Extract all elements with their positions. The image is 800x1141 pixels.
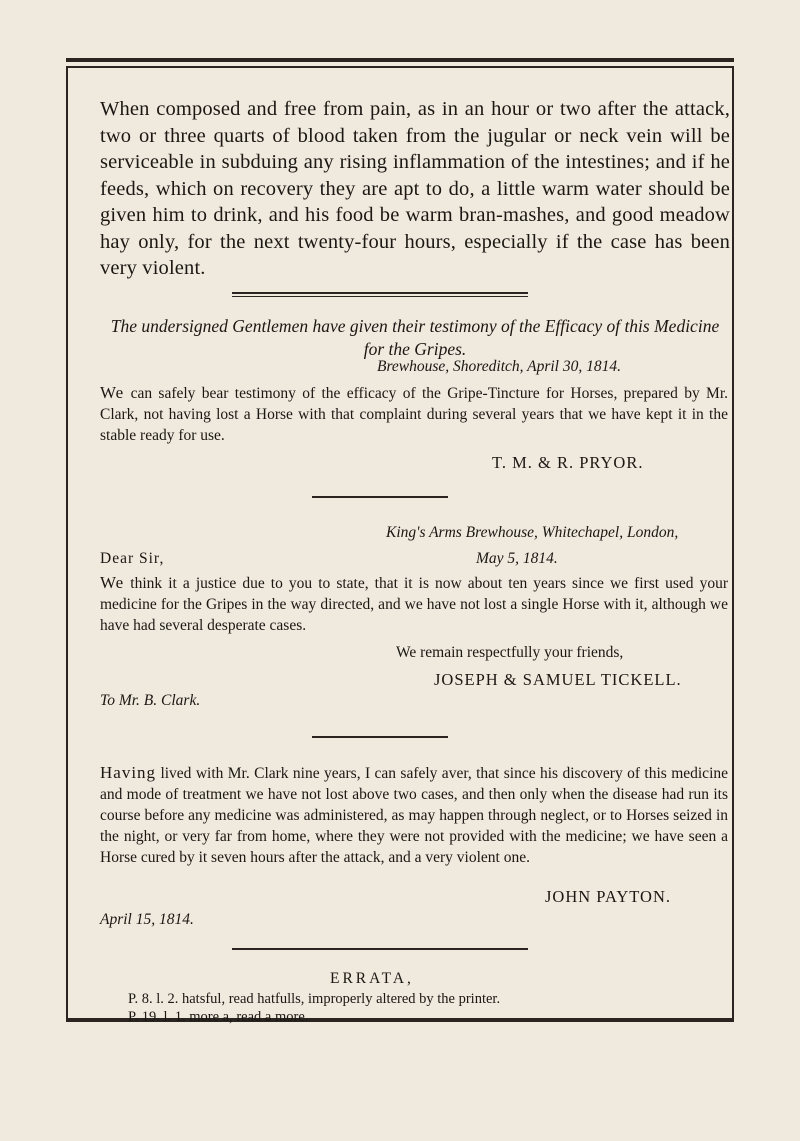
divider-3: [232, 948, 528, 950]
letter2-body: [100, 572, 728, 636]
section-divider: [232, 292, 528, 294]
letter2-date: May 5, 1814.: [476, 550, 558, 567]
letter2-place: King's Arms Brewhouse, Whitechapel, London,: [386, 524, 679, 541]
errata-list: [128, 990, 728, 1026]
testimony-heading: The undersigned Gentlemen have given their testimony of the Efficacy of this Medicine for the Gripes.: [110, 316, 720, 359]
section-divider-thin: [232, 296, 528, 297]
letter3-text: lived with Mr. Clark nine years, I can safely aver, that since his discovery of this medicine and mode of treatment we have not lost above two cases, and then only when the disease had run its course before any medicine was administered, as may happen through neglect, or to Horses seized in the night, or very far from home, where they were not provided with the medicine; we have seen a Horse cured by it seven hours after the attack, and a very violent one.: [100, 765, 728, 866]
letter1-lead-word: We: [100, 383, 125, 402]
letter2-text: think it a justice due to you to state, that it is now about ten years since we first used your medicine for the Gripes in the way directed, and we have not lost a single Horse with it, although we have had several desperate cases.: [100, 575, 728, 634]
errata-line: P. 8. l. 2. hatsful, read hatfulls, improperly altered by the printer.: [128, 991, 501, 1007]
divider-1: [312, 496, 448, 498]
divider-2: [312, 736, 448, 738]
letter1-text: can safely bear testimony of the efficacy of the Gripe-Tincture for Horses, prepared by Mr. Clark, not having lost a Horse with that complaint during several years that we have kept it in the stable ready for use.: [100, 385, 728, 444]
letter3-date: April 15, 1814.: [100, 911, 194, 928]
errata-line: P. 19. l. 1. more a, read a more.: [128, 1009, 309, 1025]
letter3-lead-word: Having: [100, 763, 157, 782]
lead-paragraph: [100, 96, 730, 282]
errata-title: ERRATA,: [330, 970, 414, 987]
letter3-body: [100, 762, 728, 868]
letter2-signature: JOSEPH & SAMUEL TICKELL.: [434, 670, 682, 689]
letter1-signature: T. M. & R. PRYOR.: [492, 453, 644, 472]
letter1-place-date: Brewhouse, Shoreditch, April 30, 1814.: [377, 358, 621, 375]
lead-paragraph-text: When composed and free from pain, as in an hour or two after the attack, two or three quarts of blood taken from the jugular or neck vein will be serviceable in subduing any rising inflammation of the intestines; and if he feeds, which on recovery they are apt to do, a little warm water should be given him to drink, and his food be warm bran-mashes, and good meadow hay only, for the next twenty-four hours, especially if the case has been very violent.: [100, 98, 730, 279]
letter3-signature: JOHN PAYTON.: [545, 887, 672, 906]
letter2-salutation: Dear Sir,: [100, 550, 165, 567]
top-border-rule: [66, 58, 734, 62]
letter2-lead-word: We: [100, 573, 125, 592]
letter1-body: [100, 382, 728, 446]
letter2-closing: We remain respectfully your friends,: [396, 644, 624, 661]
letter2-addressee: To Mr. B. Clark.: [100, 692, 201, 709]
